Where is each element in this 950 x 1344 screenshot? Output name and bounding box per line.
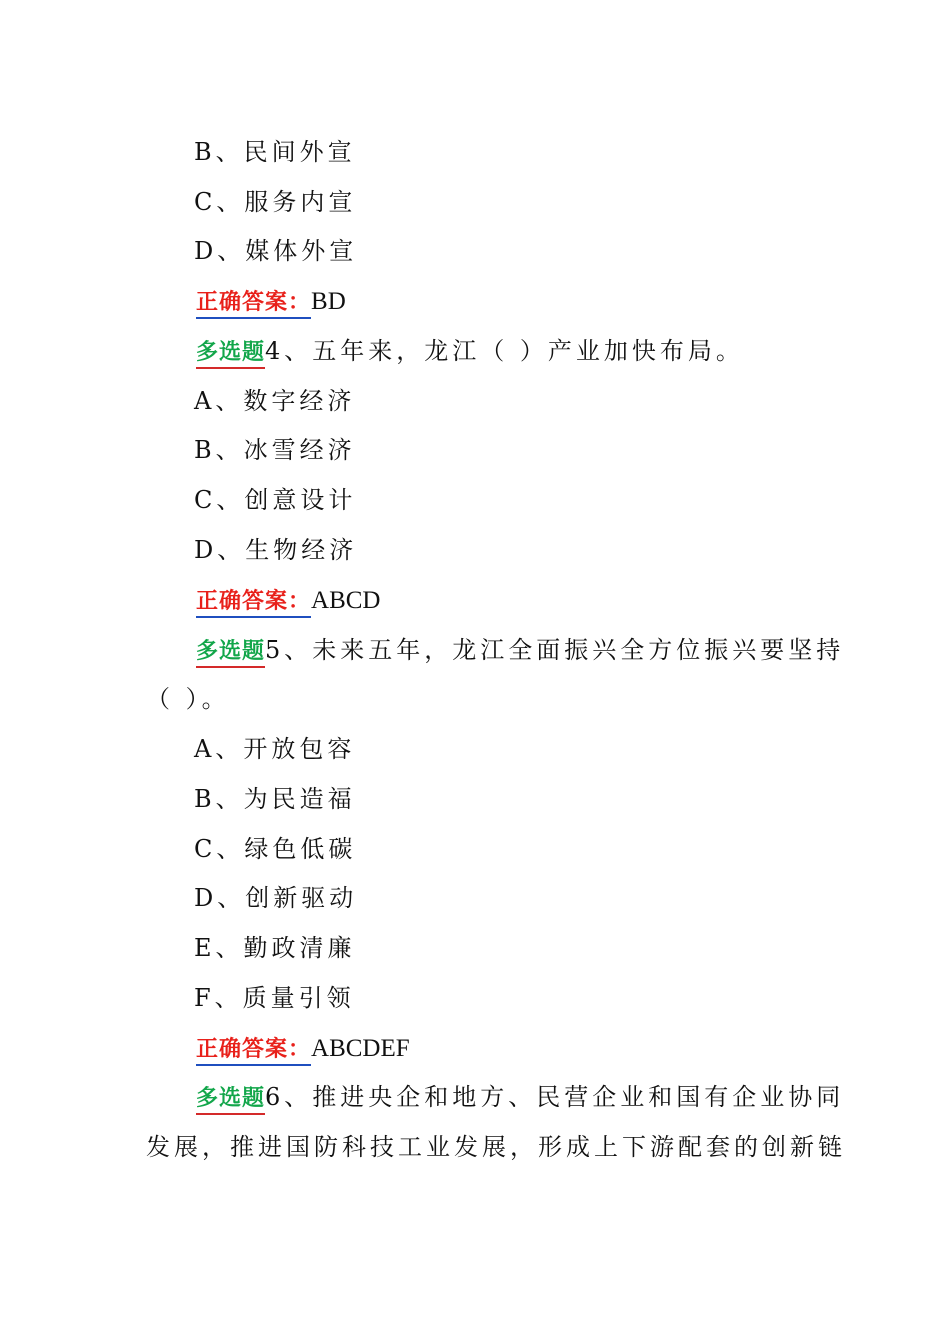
q4-question-text: 4、五年来，龙江（ ）产业加快布局。 [265,337,744,365]
q4-option-b: B、冰雪经济 [194,436,356,464]
q4-type-label: 多选题 [196,339,265,369]
q4-option-c: C、创意设计 [194,486,357,514]
q5-option-a: A、开放包容 [194,735,356,763]
q3-option-d: D、媒体外宣 [194,237,358,265]
q6-question [0,1077,950,1117]
q5-answer-row [0,1028,950,1068]
q5-option-f: F、质量引领 [194,984,355,1012]
q5-option-d: D、创新驱动 [194,884,358,912]
q6-type-label: 多选题 [196,1085,265,1115]
q3-option-b: B、民间外宣 [194,138,356,166]
q5-option-b: B、为民造福 [194,785,356,813]
q3-answer-value: BD [311,288,346,315]
q5-type-label: 多选题 [196,638,265,668]
q3-answer-row [0,281,950,321]
q5-answer-value: ABCDEF [311,1035,410,1062]
q4-answer-row [0,580,950,620]
q6-question-text-line2: 发展，推进国防科技工业发展，形成上下游配套的创新链 [146,1133,846,1161]
q5-question-text-line1: 5、未来五年，龙江全面振兴全方位振兴要坚持 [265,636,845,664]
q5-question-text-line2: （ ）。 [146,685,230,713]
q5-answer-label: 正确答案： [196,1036,311,1066]
q6-question-text-line1: 6、推进央企和地方、民营企业和国有企业协同 [265,1083,845,1111]
q5-option-c: C、绿色低碳 [194,835,357,863]
q5-question [0,630,950,670]
q4-option-a: A、数字经济 [194,387,356,415]
q3-answer-label: 正确答案： [196,289,311,319]
q4-answer-value: ABCD [311,587,381,614]
q4-option-d: D、生物经济 [194,536,358,564]
q4-question [0,331,950,371]
q5-option-e: E、勤政清廉 [194,934,356,962]
q4-answer-label: 正确答案： [196,588,311,618]
q3-option-c: C、服务内宣 [194,188,357,216]
